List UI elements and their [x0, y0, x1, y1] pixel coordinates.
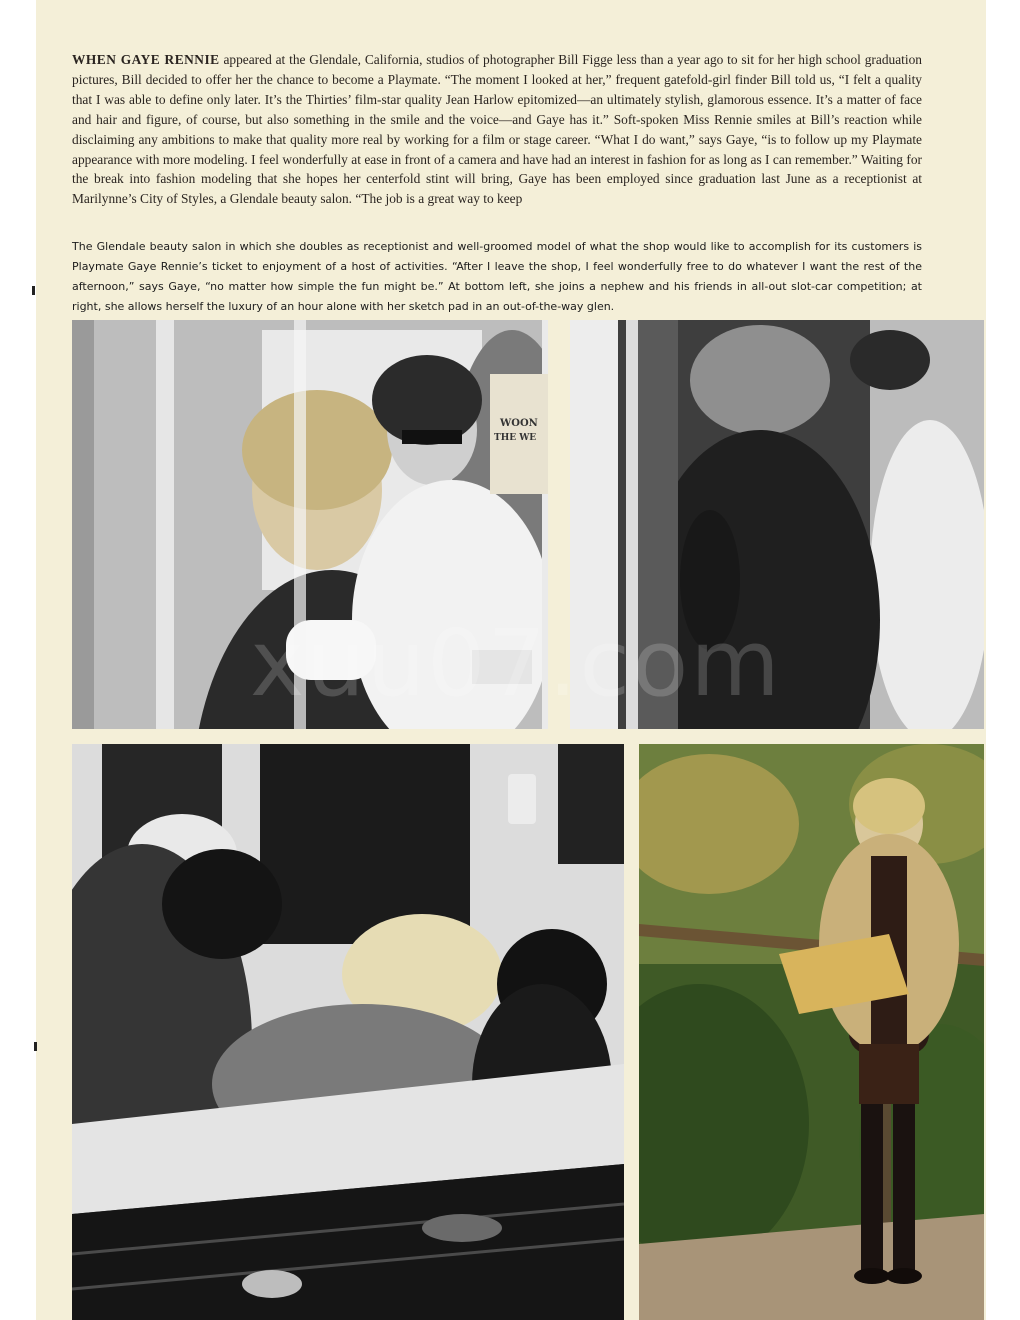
margin-mark — [32, 286, 35, 295]
margin-mark — [34, 1042, 37, 1051]
photo-slot-car-racing — [72, 744, 624, 1320]
photo-salon-interior — [570, 320, 984, 729]
article-body-text: appeared at the Glendale, California, studios of photographer Bill Figge less than a year ago to sit for her high school graduation pictures, Bill decided to offer her the chance to become a Playmate. “The moment I looked at her,” frequent gatefold-girl finder Bill told us, “I felt a quality that I was able to define only later. It’s the Thirties’ film-star quality Jean Harlow epitomized—an ultimately stylish, glamorous essence. It’s a matter of face and hair and figure, of course, but also something in the smile and the voice—and Gaye has it.” Soft-spoken Miss Rennie smiles at Bill’s reaction while disclaiming any ambitions to make that quality more real by working for a film or stage career. “What I do want,” says Gaye, “is to follow up my Playmate appearance with more modeling. I feel wonderfully at ease in front of a camera and have had an interest in fashion for as long as I can remember.” Waiting for the break into fashion modeling that she hopes her centerfold stint will bring, Gaye has been employed since graduation last June as a receptionist at Marilynne’s City of Styles, a Glendale beauty salon. “The job is a great way to keep — [72, 52, 922, 207]
article-body — [72, 50, 922, 209]
salon-sign-line1: WOON — [500, 418, 538, 429]
article-lead-in: WHEN GAYE RENNIE — [72, 52, 220, 67]
photo-caption: The Glendale beauty salon in which she doubles as receptionist and well-groomed model of what the shop would like to accomplish for its customers is Playmate Gaye Rennie’s ticket to enjoyment of a host of activities. “After I leave the shop, I feel wonderfully free to do whatever I want the rest of the afternoon,” says Gaye, “no matter how simple the fun might be.” At bottom left, she joins a nephew and his friends in all-out slot-car competition; at right, she allows herself the luxury of an hour alone with her sketch pad in an out-of-the-way glen. — [72, 240, 922, 313]
salon-sign-line2: THE WE — [494, 433, 537, 443]
photo-sketch-pad-glen — [639, 744, 984, 1320]
photo-salon-window — [72, 320, 548, 729]
